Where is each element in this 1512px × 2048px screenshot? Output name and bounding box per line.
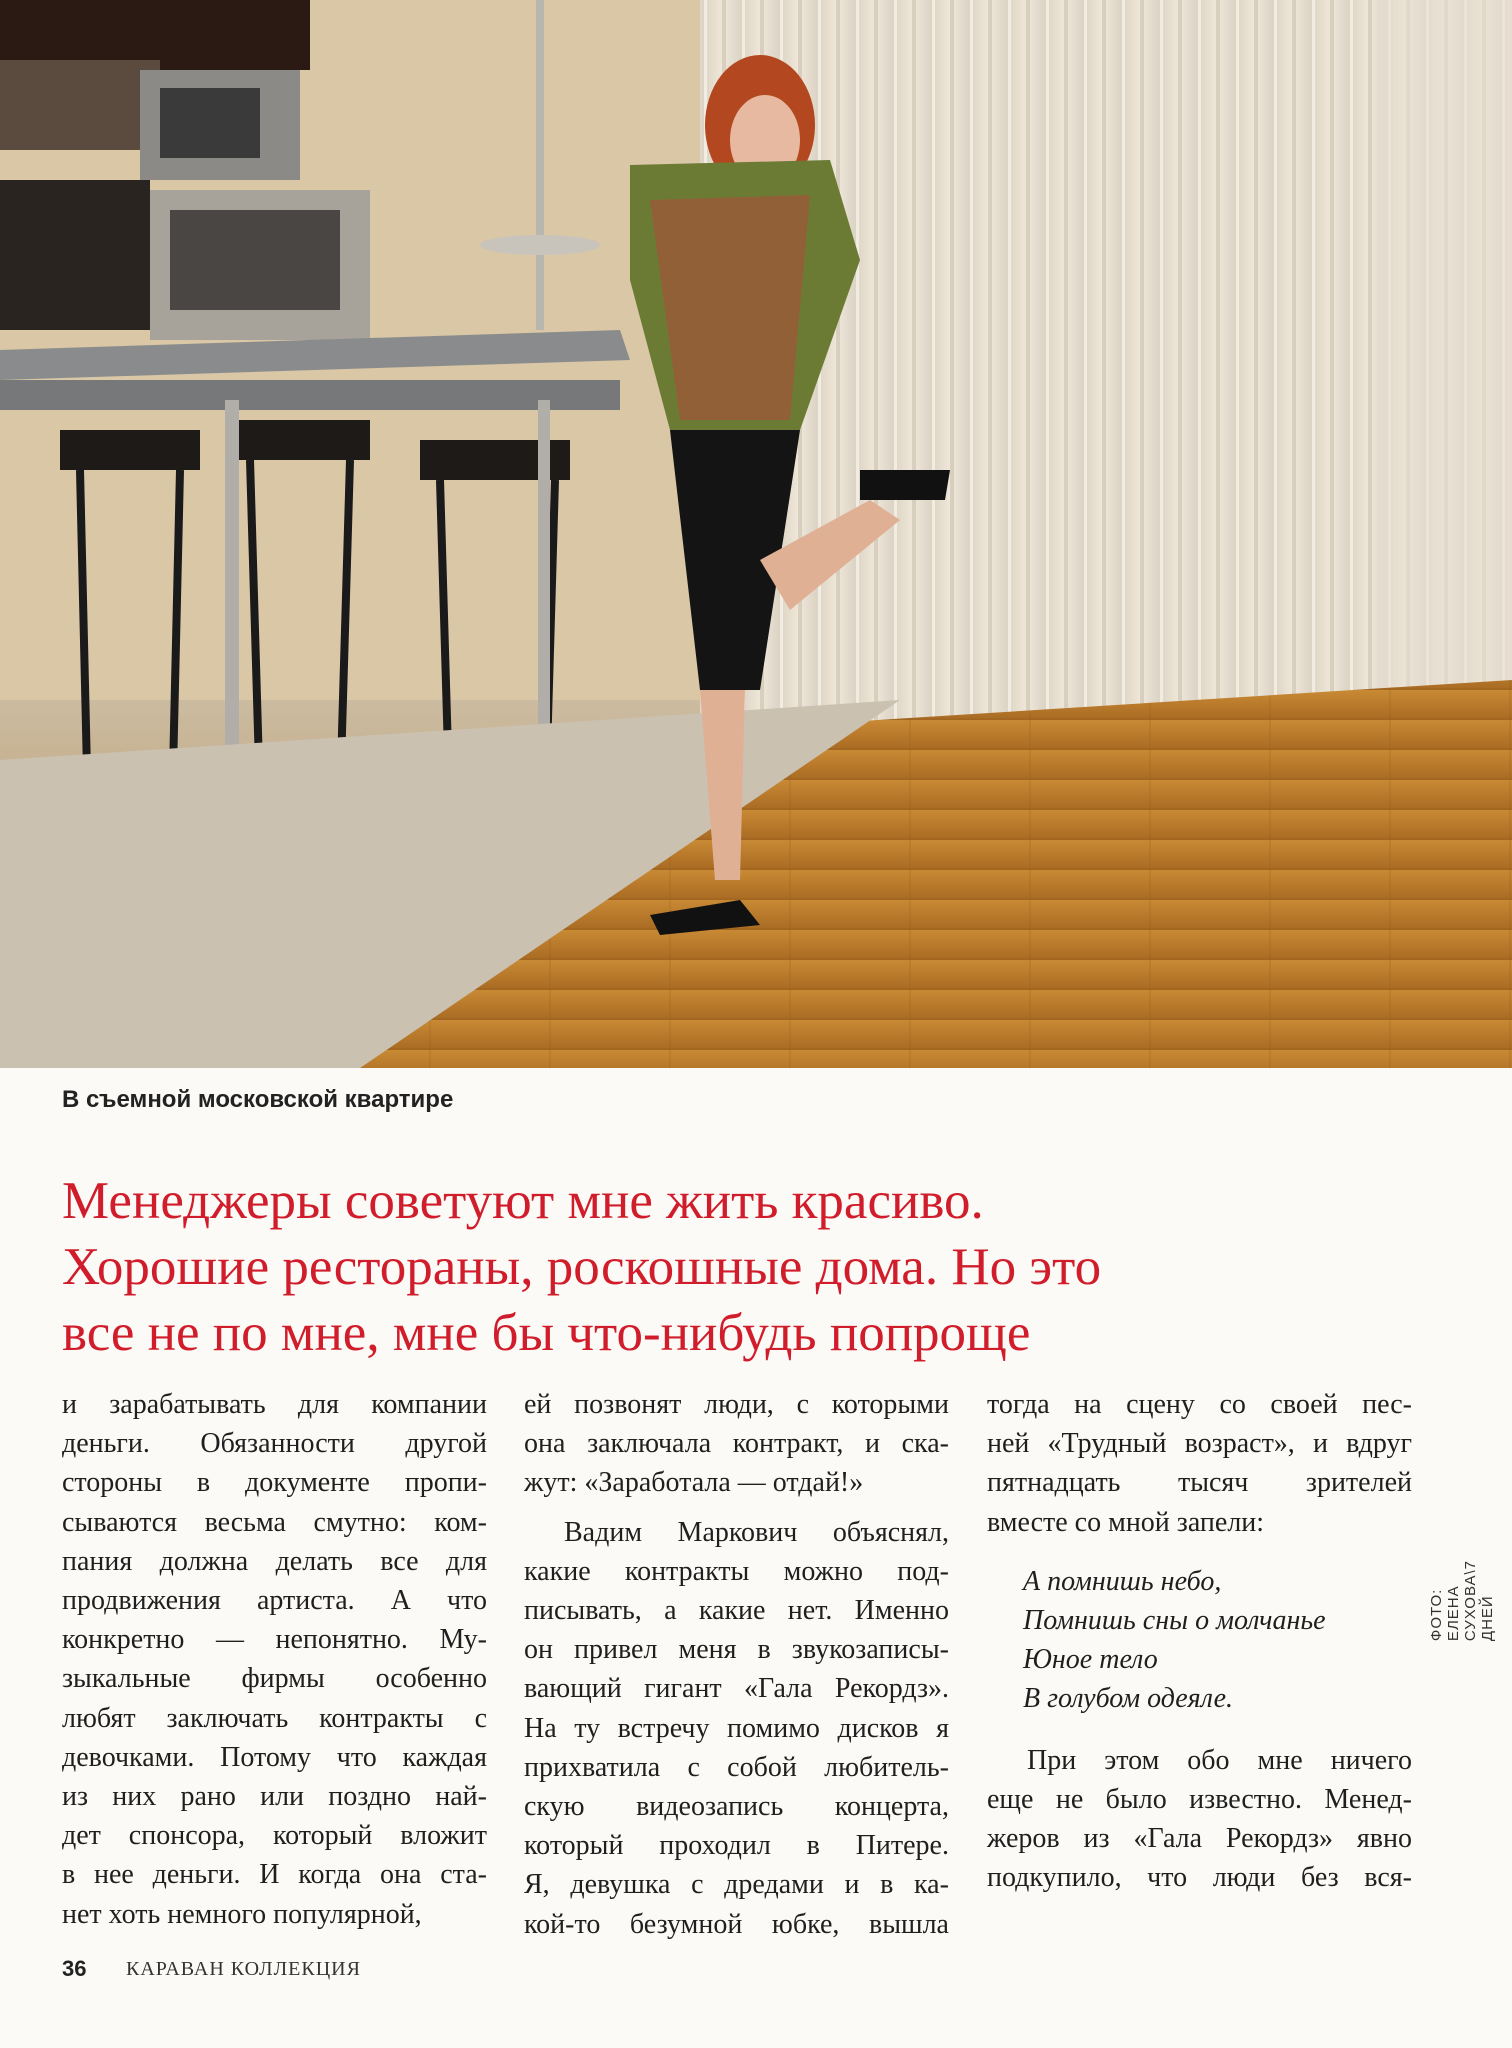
poem-line: Помнишь сны о молчанье — [1023, 1605, 1326, 1637]
body-text-line: вающий гигант «Гала Рекордз». — [524, 1673, 949, 1705]
body-text-line: еще не было известно. Менед- — [987, 1783, 1412, 1815]
poem-line: В голубом одеяле. — [1023, 1683, 1234, 1715]
body-text-line: ей позвонят люди, с которыми — [524, 1389, 949, 1420]
photo-caption: В съемной московской квартире — [62, 1086, 454, 1113]
body-text-line: девочками. Потому что каждая — [62, 1741, 487, 1773]
body-text-line: ней «Трудный возраст», и вдруг — [987, 1428, 1412, 1460]
body-text-line: писывать, а какие нет. Именно — [524, 1595, 949, 1627]
body-text-line: Я, девушка с дредами и в ка- — [524, 1869, 949, 1901]
magazine-name: КАРАВАН КОЛЛЕКЦИЯ — [126, 1958, 361, 1980]
poem-line: Юное тело — [1023, 1644, 1158, 1676]
body-text-line: конкретно — непонятно. Му- — [62, 1624, 487, 1656]
poem-line: А помнишь небо, — [1023, 1565, 1222, 1597]
body-text-line: скую видеозапись концерта, — [524, 1791, 949, 1823]
body-text-line: она заключала контракт, и ска- — [524, 1428, 949, 1460]
body-text-line: продвижения артиста. А что — [62, 1585, 487, 1617]
poem-quote — [987, 1562, 1412, 1719]
body-text-line: кой-то безумной юбке, вышла — [524, 1908, 949, 1940]
body-text-line: сываются весьма смутно: ком- — [62, 1506, 487, 1538]
body-text-line: жут: «Заработала — отдай!» — [524, 1467, 864, 1499]
body-text-line: нет хоть немного популярной, — [62, 1898, 422, 1930]
body-text-line: подкупило, что люди без вся- — [987, 1862, 1412, 1894]
body-text-line: любят заключать контракты с — [62, 1702, 487, 1734]
body-text-line: Вадим Маркович объяснял, — [564, 1516, 949, 1548]
pull-quote-line: Менеджеры советуют мне жить красиво. — [62, 1172, 984, 1230]
body-text-line: тогда на сцену со своей пес- — [987, 1389, 1412, 1420]
body-text-line: деньги. Обязанности другой — [62, 1428, 487, 1460]
pull-quote-line: все не по мне, мне бы что-нибудь попроще — [62, 1304, 1031, 1362]
body-text-line: стороны в документе пропи- — [62, 1467, 487, 1499]
body-text-line: При этом обо мне ничего — [1027, 1744, 1412, 1776]
body-text-line: он привел меня в звукозаписы- — [524, 1634, 949, 1666]
text-column-3 — [987, 1385, 1412, 1897]
pull-quote — [62, 1168, 1392, 1366]
text-column-1 — [62, 1385, 487, 1934]
body-text-line: пятнадцать тысяч зрителей — [987, 1467, 1412, 1499]
body-text-line: прихватила с собой любитель- — [524, 1751, 949, 1783]
body-text-line: зыкальные фирмы особенно — [62, 1663, 487, 1695]
text-column-2 — [524, 1385, 949, 1944]
body-text-line: вместе со мной запели: — [987, 1506, 1265, 1538]
body-text-line: пания должна делать все для — [62, 1545, 487, 1577]
body-text-line: дет спонсора, который вложит — [62, 1820, 487, 1852]
body-text-line: который проходил в Питере. — [524, 1830, 949, 1862]
body-text-line: из них рано или поздно най- — [62, 1781, 487, 1813]
body-text-line: в нее деньги. И когда она ста- — [62, 1859, 487, 1891]
body-text-line: На ту встречу помимо дисков я — [524, 1712, 949, 1744]
photo-credit: ФОТО: ЕЛЕНА СУХОВА\7 ДНЕЙ — [1428, 1560, 1496, 1642]
page-number: 36 — [62, 1956, 87, 1981]
body-text-line: и зарабатывать для компании — [62, 1389, 487, 1420]
body-text-line: какие контракты можно под- — [524, 1555, 949, 1587]
body-text-line: жеров из «Гала Рекордз» явно — [987, 1823, 1412, 1855]
pull-quote-line: Хорошие рестораны, роскошные дома. Но это — [62, 1238, 1102, 1296]
